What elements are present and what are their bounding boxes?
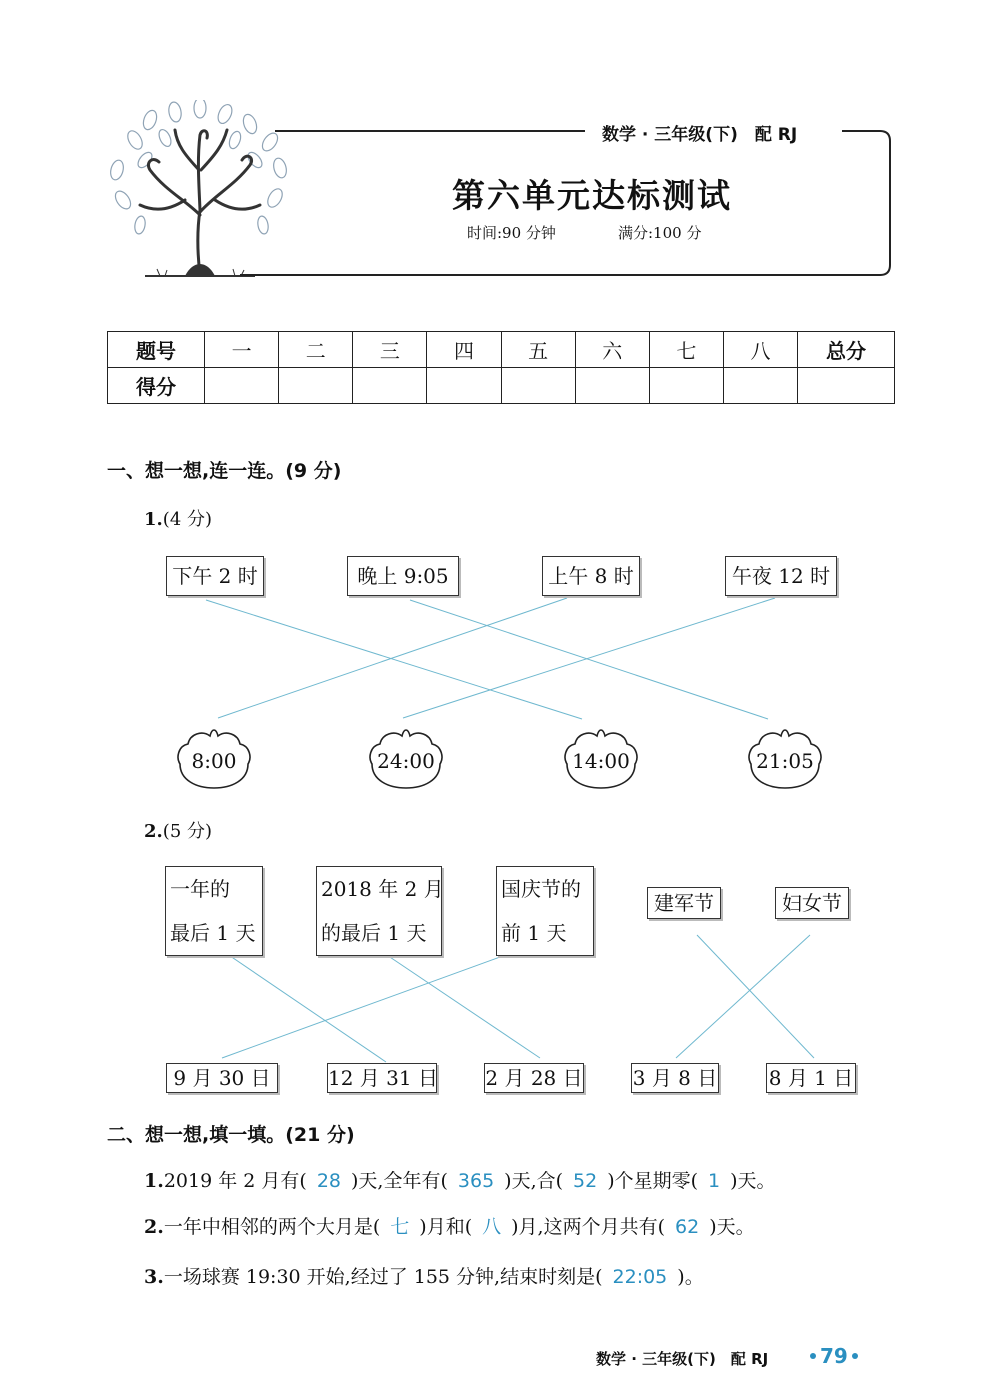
q2-event-box-3 xyxy=(496,866,594,956)
score-info: 满分:100 分 xyxy=(618,224,702,242)
q2-event-2-line2: 的最后 1 天 xyxy=(321,921,427,945)
q2-date-box-4: 3 月 8 日 xyxy=(631,1063,719,1093)
dot-icon xyxy=(852,1353,858,1359)
s2-q2-answer3[interactable]: 62 xyxy=(675,1216,700,1238)
score-table-col: 四 xyxy=(427,332,501,368)
q1-time-box-4: 午夜 12 时 xyxy=(725,556,837,596)
q2-line-feb-to-228 xyxy=(372,945,540,1058)
score-table-row2-label: 得分 xyxy=(108,368,205,404)
s2-q1-text2: )天,全年有( xyxy=(351,1170,448,1192)
s2-q1-text3: )天,合( xyxy=(504,1170,564,1192)
q1-clock-text-2: 24:00 xyxy=(377,749,435,773)
s2-q1-answer1[interactable]: 28 xyxy=(316,1170,342,1192)
s2-question-2 xyxy=(144,1212,755,1239)
s2-q2-text1: 一年中相邻的两个大月是( xyxy=(163,1216,381,1238)
s2-q3-num: 3. xyxy=(144,1266,164,1288)
q2-line-army-to-81 xyxy=(697,935,814,1058)
q2-points: (5 分) xyxy=(162,821,213,842)
s2-q3-text2: )。 xyxy=(677,1266,704,1288)
page-title: 第六单元达标测试 xyxy=(452,176,732,215)
q2-event-3-line1: 国庆节的 xyxy=(501,877,581,901)
s2-q2-text3: )月,这两个月共有( xyxy=(511,1216,665,1238)
score-table-row1-label: 题号 xyxy=(108,332,205,368)
s2-q1-text5: )天。 xyxy=(730,1170,776,1192)
q2-event-2-line1: 2018 年 2 月 xyxy=(321,877,444,901)
q2-event-1-line1: 一年的 xyxy=(170,877,230,901)
s2-q1-text1: 2019 年 2 月有( xyxy=(163,1170,307,1192)
dot-icon xyxy=(810,1353,816,1359)
s2-q2-text2: )月和( xyxy=(419,1216,473,1238)
score-table-col: 五 xyxy=(501,332,575,368)
score-table-col: 一 xyxy=(205,332,279,368)
q2-holiday-box-women: 妇女节 xyxy=(775,887,849,919)
s2-q2-num: 2. xyxy=(144,1216,164,1238)
s2-q2-answer1[interactable]: 七 xyxy=(390,1216,410,1238)
footer-page-badge xyxy=(810,1344,858,1368)
s2-question-1 xyxy=(144,1166,776,1193)
s2-q1-num: 1. xyxy=(144,1170,164,1192)
s2-question-3 xyxy=(144,1262,704,1289)
q2-label: 2. xyxy=(144,821,163,842)
score-table-col: 八 xyxy=(723,332,797,368)
header-subject-tag: 数学 · 三年级(下) 配 RJ xyxy=(602,125,798,145)
s2-q1-text4: )个星期零( xyxy=(607,1170,699,1192)
section2-heading: 二、想一想,填一填。(21 分) xyxy=(107,1124,355,1146)
s2-q1-answer3[interactable]: 52 xyxy=(573,1170,598,1192)
q1-clock-text-4: 21:05 xyxy=(756,749,814,773)
q2-event-box-1 xyxy=(165,866,263,956)
s2-q2-answer2[interactable]: 八 xyxy=(482,1216,502,1238)
q2-date-box-5: 8 月 1 日 xyxy=(766,1063,856,1093)
time-info: 时间:90 分钟 xyxy=(467,224,556,242)
q2-event-3-line2: 前 1 天 xyxy=(501,921,567,945)
q1-points: (4 分) xyxy=(162,509,213,530)
s2-q2-text4: )天。 xyxy=(709,1216,755,1238)
q2-date-box-1: 9 月 30 日 xyxy=(166,1063,278,1093)
q2-line-yearend-to-1231 xyxy=(214,945,386,1062)
q2-line-national-to-930 xyxy=(222,945,533,1058)
q1-time-box-3: 上午 8 时 xyxy=(542,556,640,596)
page-number: 79 xyxy=(820,1344,848,1368)
q2-date-box-3: 2 月 28 日 xyxy=(484,1063,584,1093)
footer-subject-tag: 数学 · 三年级(下) 配 RJ xyxy=(596,1350,769,1368)
score-table-col: 二 xyxy=(279,332,353,368)
s2-q3-text1: 一场球赛 19:30 开始,经过了 155 分钟,结束时刻是( xyxy=(163,1266,603,1288)
q2-holiday-box-army: 建军节 xyxy=(647,887,721,919)
q2-line-women-to-38 xyxy=(676,935,810,1058)
score-table-col-total: 总分 xyxy=(798,332,895,368)
q1-time-box-2: 晚上 9:05 xyxy=(347,556,459,596)
section1-heading: 一、想一想,连一连。(9 分) xyxy=(107,460,342,482)
s2-q1-answer2[interactable]: 365 xyxy=(457,1170,495,1192)
q2-event-box-2 xyxy=(316,866,442,956)
score-table-col: 七 xyxy=(649,332,723,368)
q1-time-box-1: 下午 2 时 xyxy=(166,556,264,596)
s2-q1-answer4[interactable]: 1 xyxy=(708,1170,721,1192)
s2-q3-answer1[interactable]: 22:05 xyxy=(612,1266,668,1288)
q1-label: 1. xyxy=(144,509,163,530)
q1-clock-text-1: 8:00 xyxy=(191,749,237,773)
score-table-col: 六 xyxy=(575,332,649,368)
score-table-col: 三 xyxy=(353,332,427,368)
q2-date-box-2: 12 月 31 日 xyxy=(327,1063,437,1093)
q1-clock-text-3: 14:00 xyxy=(572,749,630,773)
q2-event-1-line2: 最后 1 天 xyxy=(170,921,256,945)
